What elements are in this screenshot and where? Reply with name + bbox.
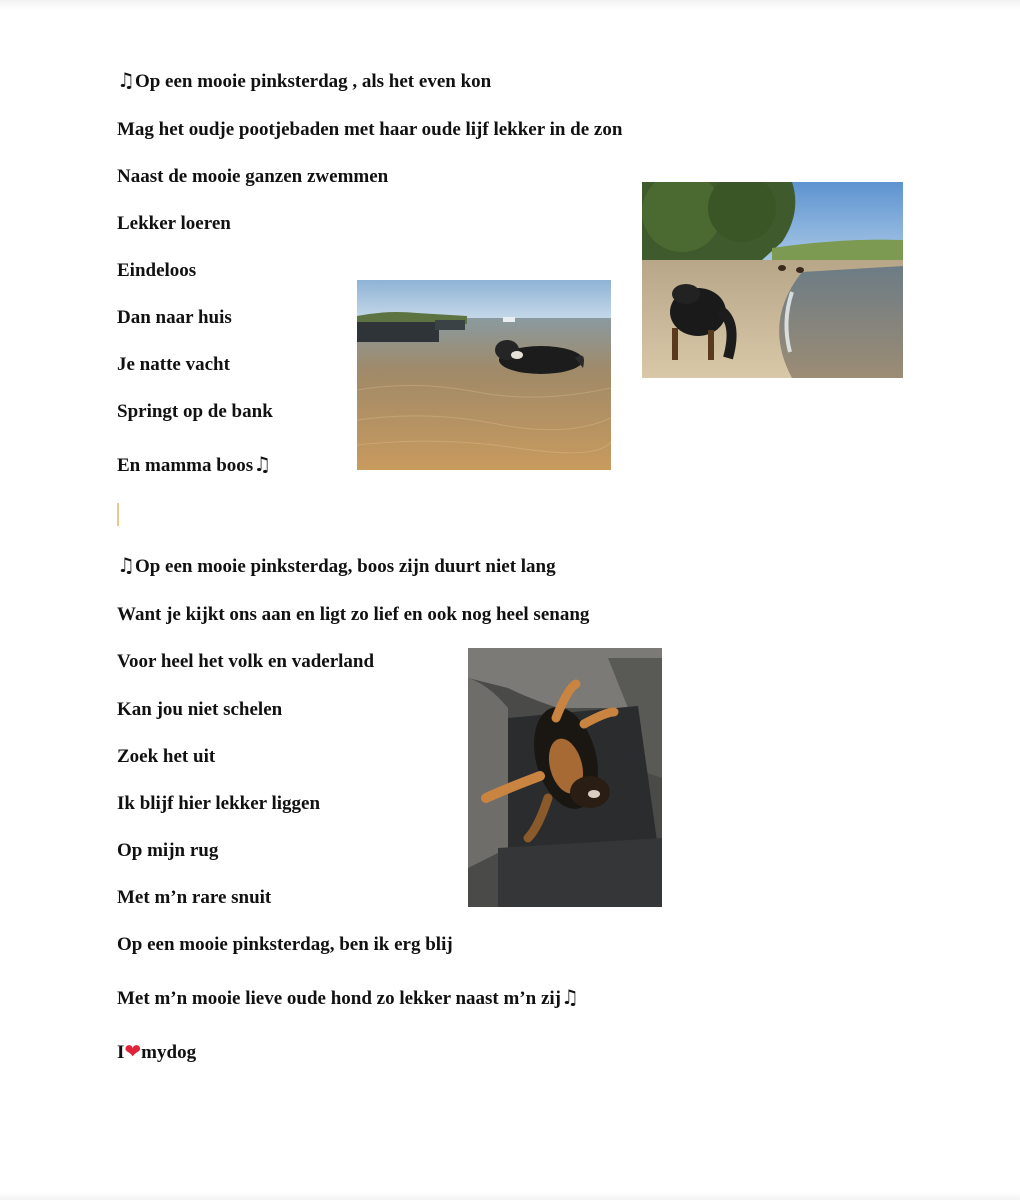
photo-dog-wading-lake[interactable] xyxy=(357,280,611,470)
stanza2-line2: Want je kijkt ons aan en ligt zo lief en ook nog heel senang xyxy=(117,604,590,625)
couch-photo-illustration xyxy=(468,648,662,907)
music-note-icon: ♫ xyxy=(561,985,579,1009)
stanza2-line10: Met m’n mooie lieve oude hond zo lekker naast m’n zij♫ xyxy=(117,985,579,1009)
heart-icon: ❤ xyxy=(124,1039,142,1063)
stanza2-line1: ♫Op een mooie pinksterdag, boos zijn duurt niet lang xyxy=(117,553,556,577)
stanza2-line6: Ik blijf hier lekker liggen xyxy=(117,793,321,814)
text-cursor xyxy=(117,503,119,526)
stanza1-line8: Springt op de bank xyxy=(117,401,273,422)
stanza1-line9: En mamma boos♫ xyxy=(117,452,272,476)
signoff: I❤mydog xyxy=(117,1039,197,1063)
photo-dog-on-beach[interactable] xyxy=(642,182,903,378)
page-bottom-edge xyxy=(0,1192,1020,1200)
music-note-icon: ♫ xyxy=(117,553,135,577)
stanza2-line9: Op een mooie pinksterdag, ben ik erg blij xyxy=(117,934,453,955)
stanza1-line6: Dan naar huis xyxy=(117,307,232,328)
stanza2-line8: Met m’n rare snuit xyxy=(117,887,272,908)
stanza2-line7: Op mijn rug xyxy=(117,840,219,861)
music-note-icon: ♫ xyxy=(117,68,135,92)
stanza2-line5: Zoek het uit xyxy=(117,746,216,767)
stanza2-line3: Voor heel het volk en vaderland xyxy=(117,651,375,672)
music-note-icon: ♫ xyxy=(253,452,272,476)
photo-dog-on-couch[interactable] xyxy=(468,648,662,907)
stanza1-line3: Naast de mooie ganzen zwemmen xyxy=(117,166,389,187)
stanza1-line5: Eindeloos xyxy=(117,260,197,281)
stanza1-line1: ♫Op een mooie pinksterdag , als het even kon xyxy=(117,68,492,92)
beach-photo-illustration xyxy=(642,182,903,378)
lake-photo-illustration xyxy=(357,280,611,470)
stanza1-line2: Mag het oudje pootjebaden met haar oude lijf lekker in de zon xyxy=(117,119,623,140)
stanza1-line4: Lekker loeren xyxy=(117,213,231,234)
stanza1-line7: Je natte vacht xyxy=(117,354,230,375)
stanza2-line4: Kan jou niet schelen xyxy=(117,699,283,720)
page-top-edge xyxy=(0,0,1020,10)
